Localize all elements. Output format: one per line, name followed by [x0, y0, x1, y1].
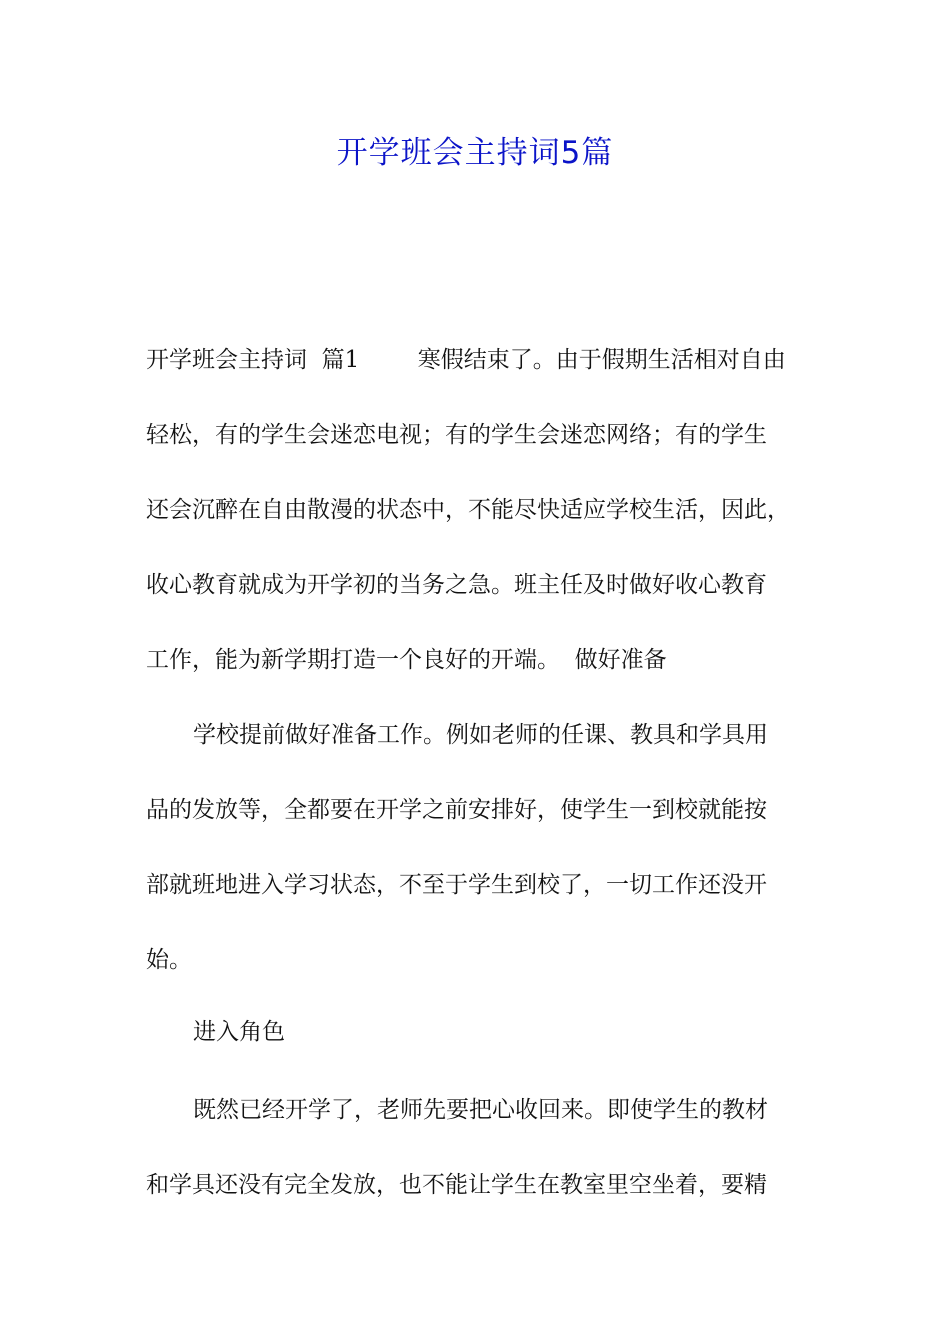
body-line: 和学具还没有完全发放，也不能让学生在教室里空坐着，要精 [146, 1172, 767, 1198]
body-line: 品的发放等，全都要在开学之前安排好，使学生一到校就能按 [146, 797, 767, 823]
body-line: 开学班会主持词 篇1 寒假结束了。由于假期生活相对自由 [146, 347, 786, 373]
body-line: 部就班地进入学习状态，不至于学生到校了，一切工作还没开 [146, 872, 767, 898]
body-line: 工作，能为新学期打造一个良好的开端。 做好准备 [146, 647, 667, 673]
body-line: 始。 [146, 947, 192, 973]
body-line: 收心教育就成为开学初的当务之急。班主任及时做好收心教育 [146, 572, 767, 598]
body-line: 轻松，有的学生会迷恋电视；有的学生会迷恋网络；有的学生 [146, 422, 767, 448]
body-line: 既然已经开学了，老师先要把心收回来。即使学生的教材 [193, 1097, 768, 1123]
section-heading: 进入角色 [193, 1019, 285, 1045]
body-line: 还会沉醉在自由散漫的状态中，不能尽快适应学校生活，因此， [146, 497, 790, 523]
body-line: 学校提前做好准备工作。例如老师的任课、教具和学具用 [193, 722, 768, 748]
document-title: 开学班会主持词5篇 [336, 135, 614, 171]
